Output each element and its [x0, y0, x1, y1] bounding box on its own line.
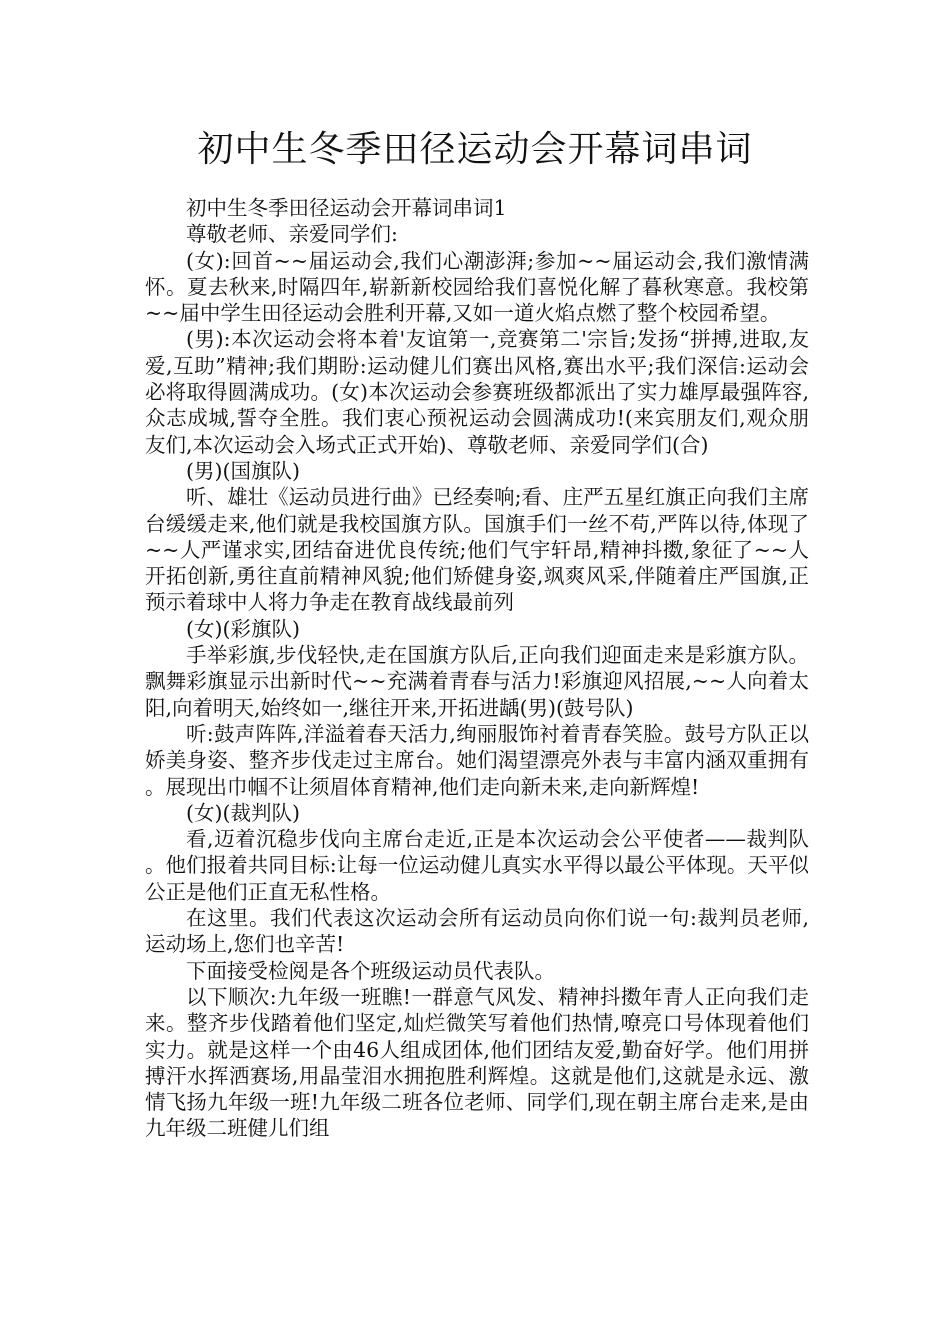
- paragraph: (男):本次运动会将本着'友谊第一,竞赛第二'宗旨;发扬“拼搏,进取,友爱,互助”精神;我们期盼:运动健儿们赛出风格,赛出水平;我们深信:运动会必将取得圆满成功。(女)本次运动会参赛班级都派出了实力雄厚最强阵容,众志成城,誓夺全胜。我们衷心预祝运动会圆满成功!(来宾朋友们,观众朋友们,本次运动会入场式正式开始)、尊敬老师、亲爱同学们(合): [145, 327, 809, 457]
- paragraph: (女)(裁判队): [186, 800, 300, 825]
- paragraph: 听:鼓声阵阵,洋溢着春天活力,绚丽服饰衬着青春笑脸。鼓号方队正以娇美身姿、整齐步伐走过主席台。她们渴望漂亮外表与丰富内涵双重拥有。展现出巾帼不让须眉体育精神,他们走向新未来,走向新辉煌!: [145, 721, 809, 799]
- paragraph: (男)(国旗队): [186, 458, 300, 483]
- paragraph: (女)(彩旗队): [186, 616, 300, 641]
- paragraph: 下面接受检阅是各个班级运动员代表队。: [186, 958, 555, 983]
- document-title: 初中生冬季田径运动会开幕词串词: [197, 129, 753, 170]
- paragraph: 尊敬老师、亲爱同学们:: [186, 222, 398, 247]
- paragraph: 初中生冬季田径运动会开幕词串词1: [186, 196, 507, 220]
- paragraph: 在这里。我们代表这次运动会所有运动员向你们说一句:裁判员老师,运动场上,您们也辛苦!: [145, 906, 809, 957]
- paragraph: 看,迈着沉稳步伐向主席台走近,正是本次运动会公平使者——裁判队。他们报着共同目标:让每一位运动健儿真实水平得以最公平体现。天平似公正是他们正直无私性格。: [145, 827, 809, 904]
- paragraph: 以下顺次:九年级一班瞧!一群意气风发、精神抖擞年青人正向我们走来。整齐步伐踏着他们坚定,灿烂微笑写着他们热情,嘹亮口号体现着他们实力。就是这样一个由46人组成团体,他们团结友爱,勤奋好学。他们用拼搏汗水挥洒赛场,用晶莹泪水拥抱胜利辉煌。这就是他们,这就是永远、激情飞扬九年级一班!九年级二班各位老师、同学们,现在朝主席台走来,是由九年级二班健儿们组: [145, 984, 809, 1141]
- paragraph: (女):回首~~届运动会,我们心潮澎湃;参加~~届运动会,我们激情满怀。夏去秋来,时隔四年,崭新新校园给我们喜悦化解了暮秋寒意。我校第~~届中学生田径运动会胜利开幕,又如一道火焰点燃了整个校园希望。: [145, 248, 809, 326]
- document-body: [145, 195, 809, 1142]
- paragraph: 听、雄壮《运动员进行曲》已经奏响;看、庄严五星红旗正向我们主席台缓缓走来,他们就是我校国旗方队。国旗手们一丝不苟,严阵以待,体现了~~人严谨求实,团结奋进优良传统;他们气宇轩昂,精神抖擞,象征了~~人开拓创新,勇往直前精神风貌;他们矫健身姿,飒爽风采,伴随着庄严国旗,正预示着球中人将力争走在教育战线最前列: [145, 485, 809, 615]
- paragraph: 手举彩旗,步伐轻快,走在国旗方队后,正向我们迎面走来是彩旗方队。飘舞彩旗显示出新时代~~充满着青春与活力!彩旗迎风招展,~~人向着太阳,向着明天,始终如一,继往开来,开拓进龋(男)(鼓号队): [145, 643, 809, 720]
